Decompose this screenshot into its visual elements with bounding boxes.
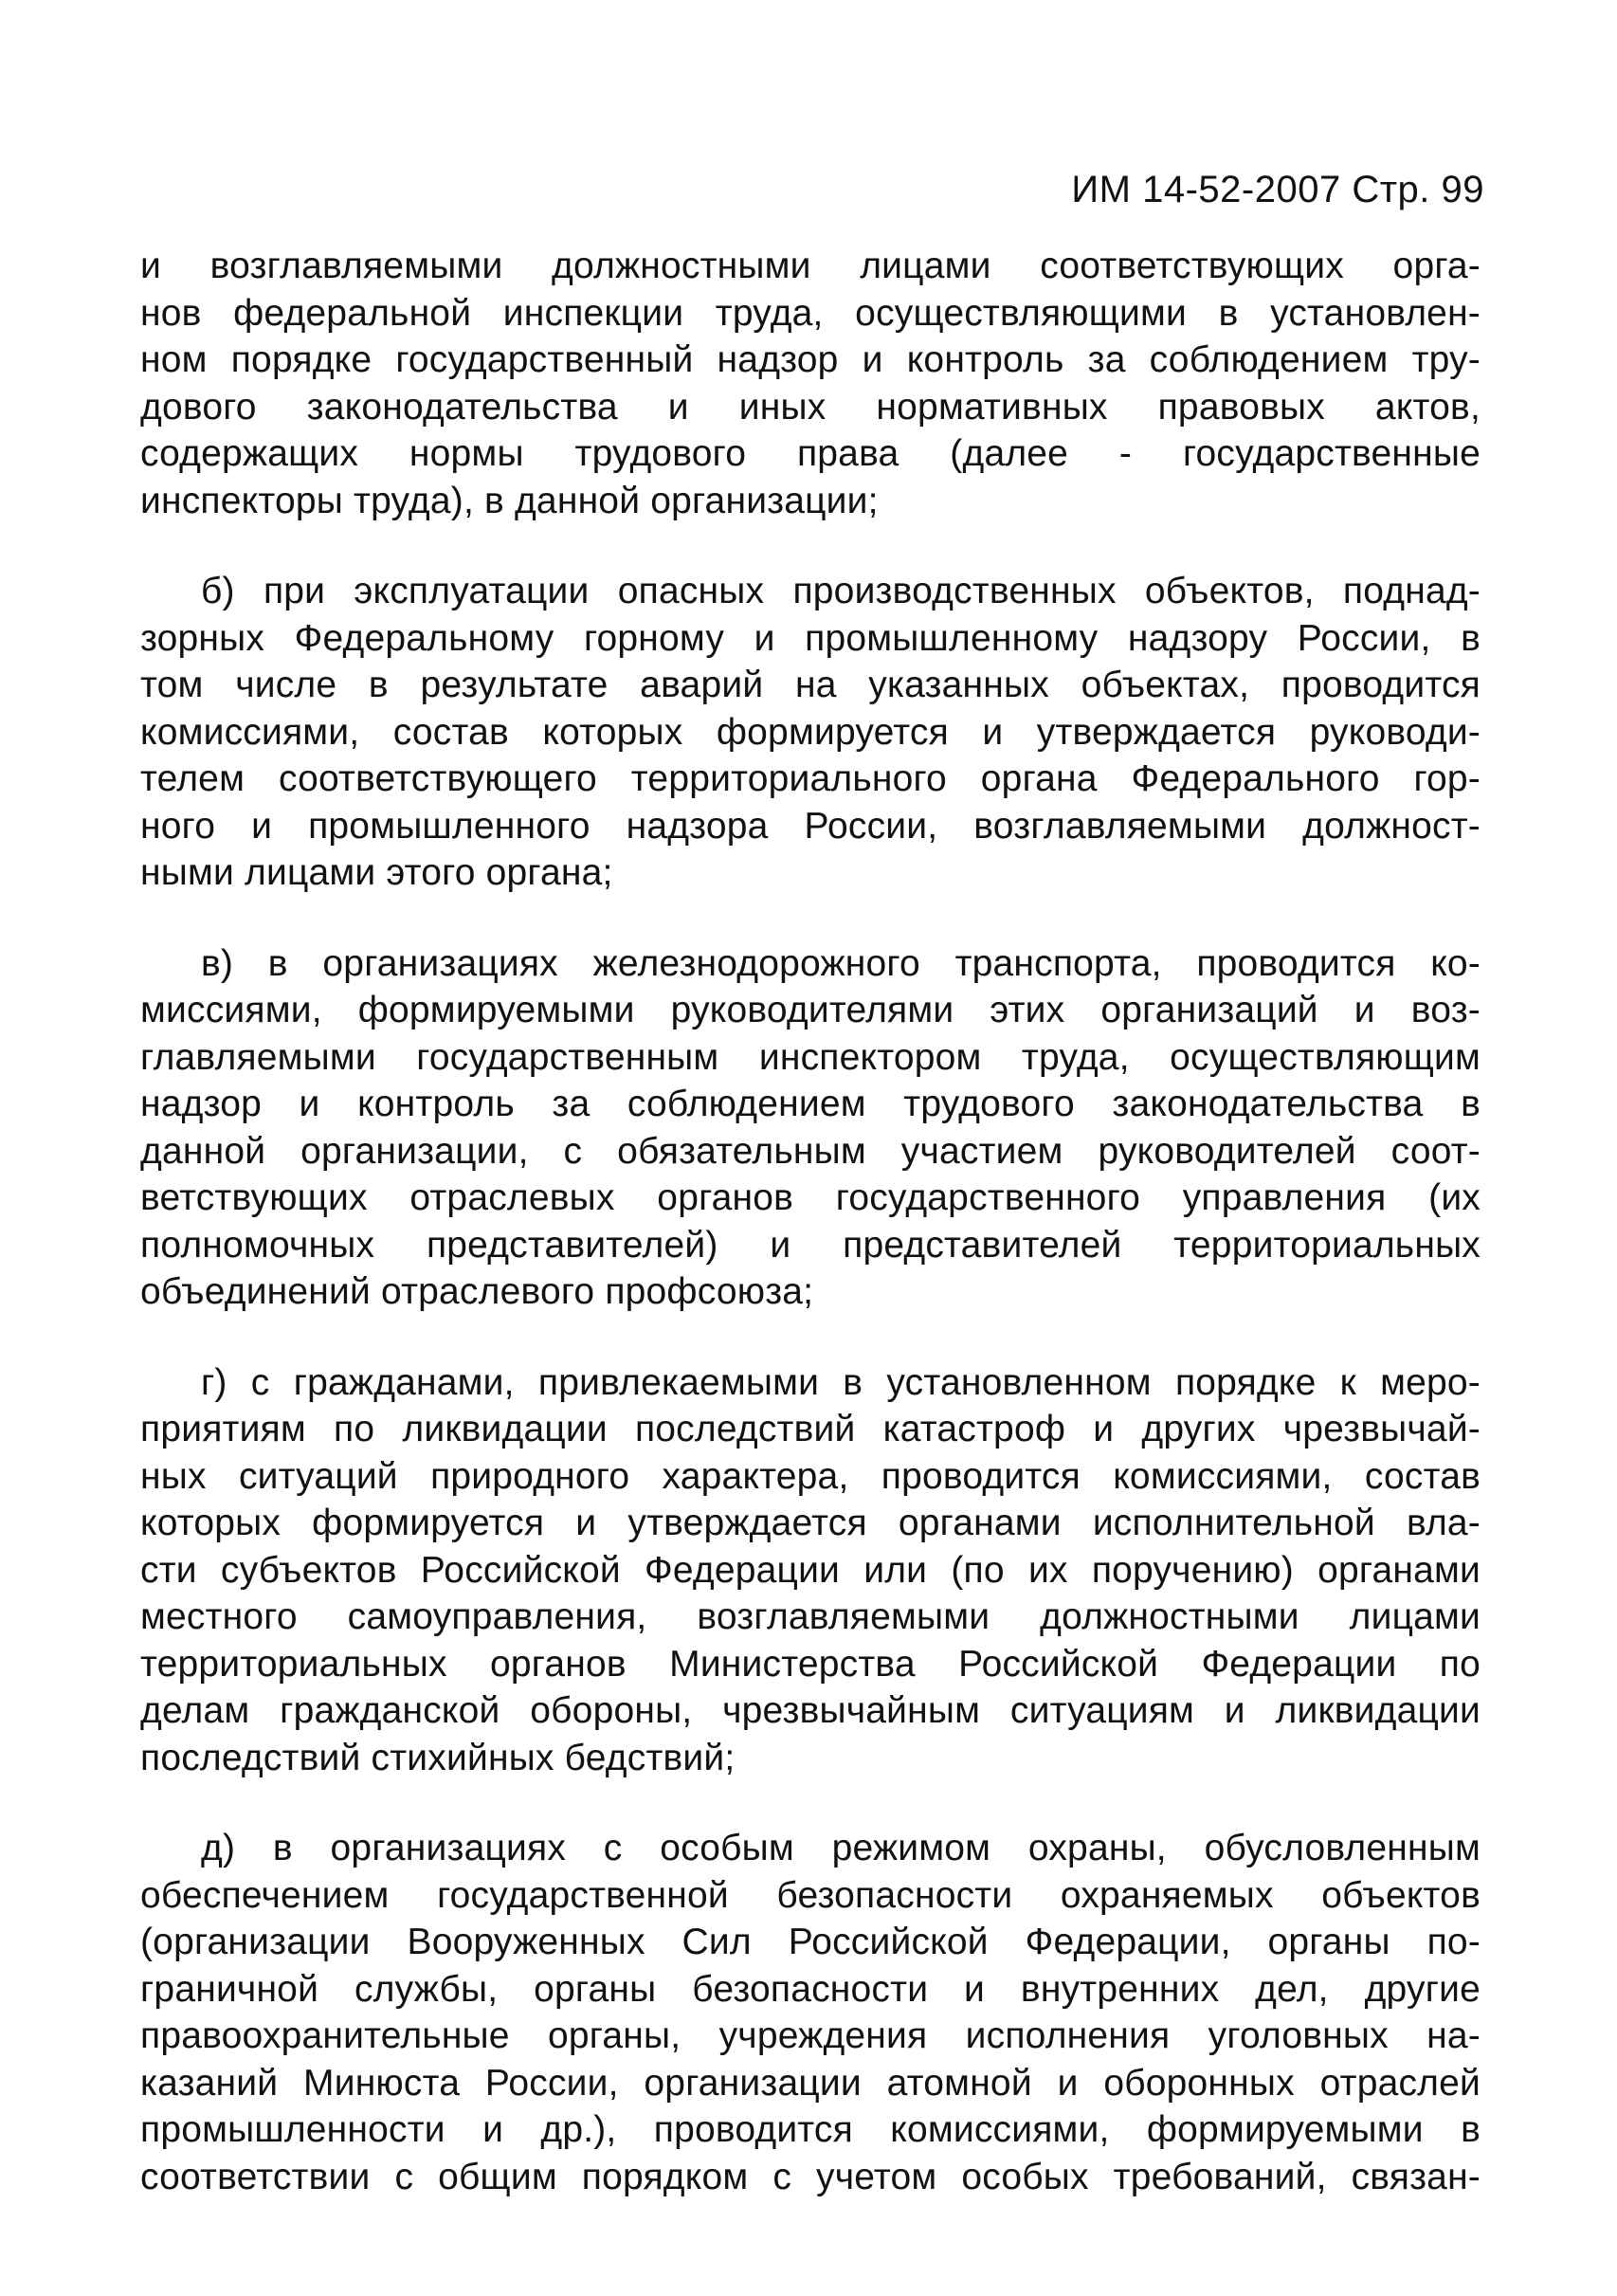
paragraph-line: ном порядке государственный надзор и контроль за соблюдением тру- bbox=[140, 339, 1481, 380]
paragraph bbox=[140, 940, 1481, 1316]
paragraph-line: г) с гражданами, привлекаемыми в установленном порядке к меро- bbox=[201, 1361, 1481, 1403]
paragraph-line: ветствующих отраслевых органов государственного управления (их bbox=[140, 1177, 1481, 1218]
paragraph-line: (организации Вооруженных Сил Российской Федерации, органы по- bbox=[140, 1922, 1481, 1962]
paragraph-line: б) при эксплуатации опасных производственных объектов, поднад- bbox=[201, 571, 1481, 611]
paragraph-line: правоохранительные органы, учреждения исполнения уголовных на- bbox=[140, 2015, 1481, 2056]
paragraph-line: объединений отраслевого профсоюза; bbox=[140, 1271, 814, 1312]
paragraph-line: главляемыми государственным инспектором труда, осуществляющим bbox=[140, 1036, 1481, 1078]
paragraph-line: дового законодательства и иных нормативных правовых актов, bbox=[140, 386, 1481, 428]
paragraph-line: д) в организациях с особым режимом охраны, обусловленным bbox=[201, 1828, 1481, 1868]
running-head: ИМ 14-52-2007 Стр. 99 bbox=[1071, 169, 1484, 210]
paragraph-line: ного и промышленного надзора России, возглавляемыми должност- bbox=[140, 805, 1481, 847]
paragraph-line: промышленности и др.), проводится комиссиями, формируемыми в bbox=[140, 2109, 1481, 2150]
paragraph-line: том числе в результате аварий на указанных объектах, проводится bbox=[140, 665, 1481, 705]
paragraph bbox=[140, 568, 1481, 897]
paragraph-line: ными лицами этого органа; bbox=[140, 852, 613, 893]
paragraph-line: которых формируется и утверждается органами исполнительной вла- bbox=[140, 1503, 1481, 1543]
paragraph-line: последствий стихийных бедствий; bbox=[140, 1737, 736, 1778]
paragraph-line: соответствии с общим порядком с учетом особых требований, связан- bbox=[140, 2156, 1481, 2197]
paragraph-line: ных ситуаций природного характера, проводится комиссиями, состав bbox=[140, 1455, 1481, 1497]
paragraph-line: территориальных органов Министерства Российской Федерации по bbox=[140, 1643, 1481, 1685]
paragraph-line: в) в организациях железнодорожного транспорта, проводится ко- bbox=[201, 942, 1481, 984]
paragraph-line: делам гражданской обороны, чрезвычайным ситуациям и ликвидации bbox=[140, 1690, 1481, 1731]
paragraph-line: местного самоуправления, возглавляемыми должностными лицами bbox=[140, 1596, 1481, 1637]
paragraph-line: граничной службы, органы безопасности и внутренних дел, другие bbox=[140, 1968, 1481, 2010]
paragraph-line: сти субъектов Российской Федерации или (по их поручению) органами bbox=[140, 1549, 1481, 1591]
paragraph-line: и возглавляемыми должностными лицами соответствующих орга- bbox=[140, 246, 1481, 286]
paragraph-line: данной организации, с обязательным участием руководителей соот- bbox=[140, 1130, 1481, 1172]
paragraph-line: нов федеральной инспекции труда, осуществляющими в установлен- bbox=[140, 292, 1481, 334]
paragraph-line: обеспечением государственной безопасности охраняемых объектов bbox=[140, 1874, 1481, 1916]
paragraph-line: инспекторы труда), в данной организации; bbox=[140, 480, 879, 521]
paragraph-line: комиссиями, состав которых формируется и утверждается руководи- bbox=[140, 711, 1481, 753]
paragraph-line: надзор и контроль за соблюдением трудового законодательства в bbox=[140, 1084, 1481, 1124]
document-body bbox=[140, 243, 1481, 2244]
paragraph-line: миссиями, формируемыми руководителями этих организаций и воз- bbox=[140, 990, 1481, 1030]
paragraph-line: телем соответствующего территориального органа Федерального гор- bbox=[140, 758, 1481, 799]
paragraph bbox=[140, 243, 1481, 524]
paragraph-line: приятиям по ликвидации последствий катастроф и других чрезвычай- bbox=[140, 1409, 1481, 1449]
paragraph-line: полномочных представителей) и представителей территориальных bbox=[140, 1224, 1481, 1266]
paragraph-line: казаний Минюста России, организации атомной и оборонных отраслей bbox=[140, 2062, 1481, 2104]
paragraph-line: зорных Федеральному горному и промышленному надзору России, в bbox=[140, 617, 1481, 659]
paragraph bbox=[140, 1825, 1481, 2200]
paragraph bbox=[140, 1359, 1481, 1782]
paragraph-line: содержащих нормы трудового права (далее - государственные bbox=[140, 433, 1481, 474]
